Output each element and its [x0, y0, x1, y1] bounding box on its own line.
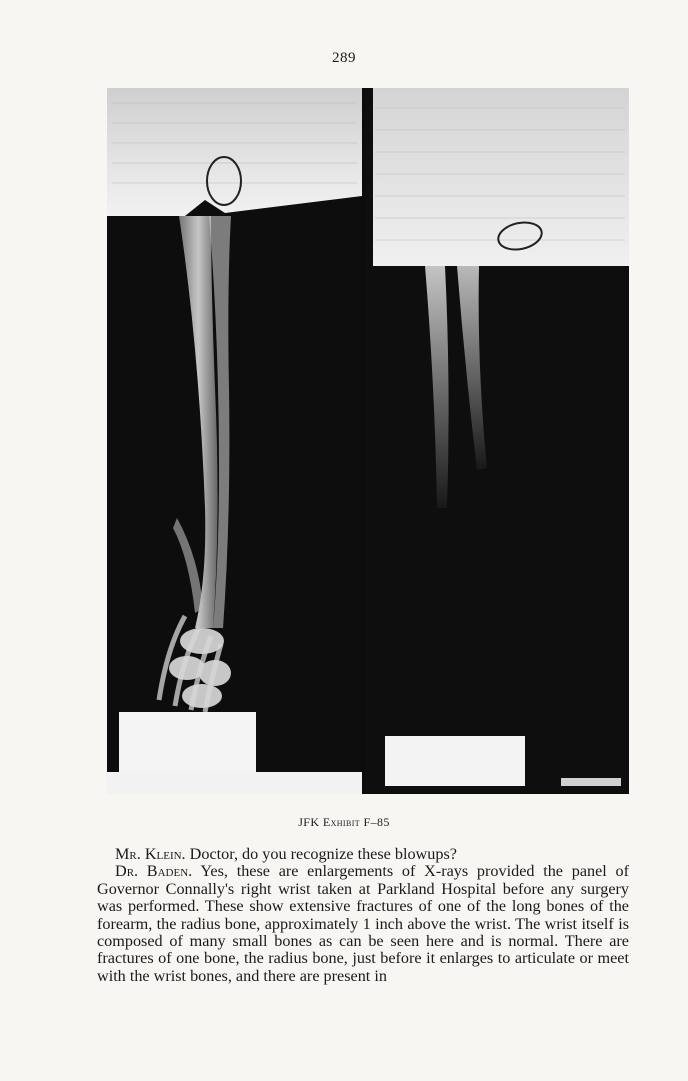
- xray-left-panel: [107, 88, 362, 794]
- caption-word: Exhibit: [322, 815, 361, 829]
- xray-right-panel: [365, 88, 629, 794]
- caption-prefix: JFK: [298, 815, 320, 829]
- caption-number: F–85: [363, 815, 390, 829]
- testimony-text: [97, 846, 629, 985]
- figure-caption: [0, 815, 688, 830]
- page-number: 289: [332, 50, 356, 66]
- xray-left-image: [107, 88, 362, 794]
- xray-right-image: [365, 88, 629, 794]
- paragraph-text: Yes, these are enlargements of X-rays provided the panel of Governor Connally's right wrist taken at Parkland Hospital before any surgery was performed. These show extensive fractures of one of the long bones of the forearm, the radius bone, approximately 1 inch above the wrist. The wrist itself is composed of many small bones as can be seen here and is normal. There are fractures of one bone, the radius bone, just before it enlarges to articulate or meet with the wrist bones, and there are present in: [97, 862, 630, 985]
- testimony-paragraph: [97, 863, 629, 985]
- speaker-name: Mr. Klein.: [115, 845, 186, 863]
- paragraph-text: Doctor, do you recognize these blowups?: [185, 845, 457, 863]
- xray-exhibit-figure: [107, 88, 629, 794]
- testimony-paragraph: [97, 846, 629, 863]
- speaker-name: Dr. Baden.: [115, 862, 193, 881]
